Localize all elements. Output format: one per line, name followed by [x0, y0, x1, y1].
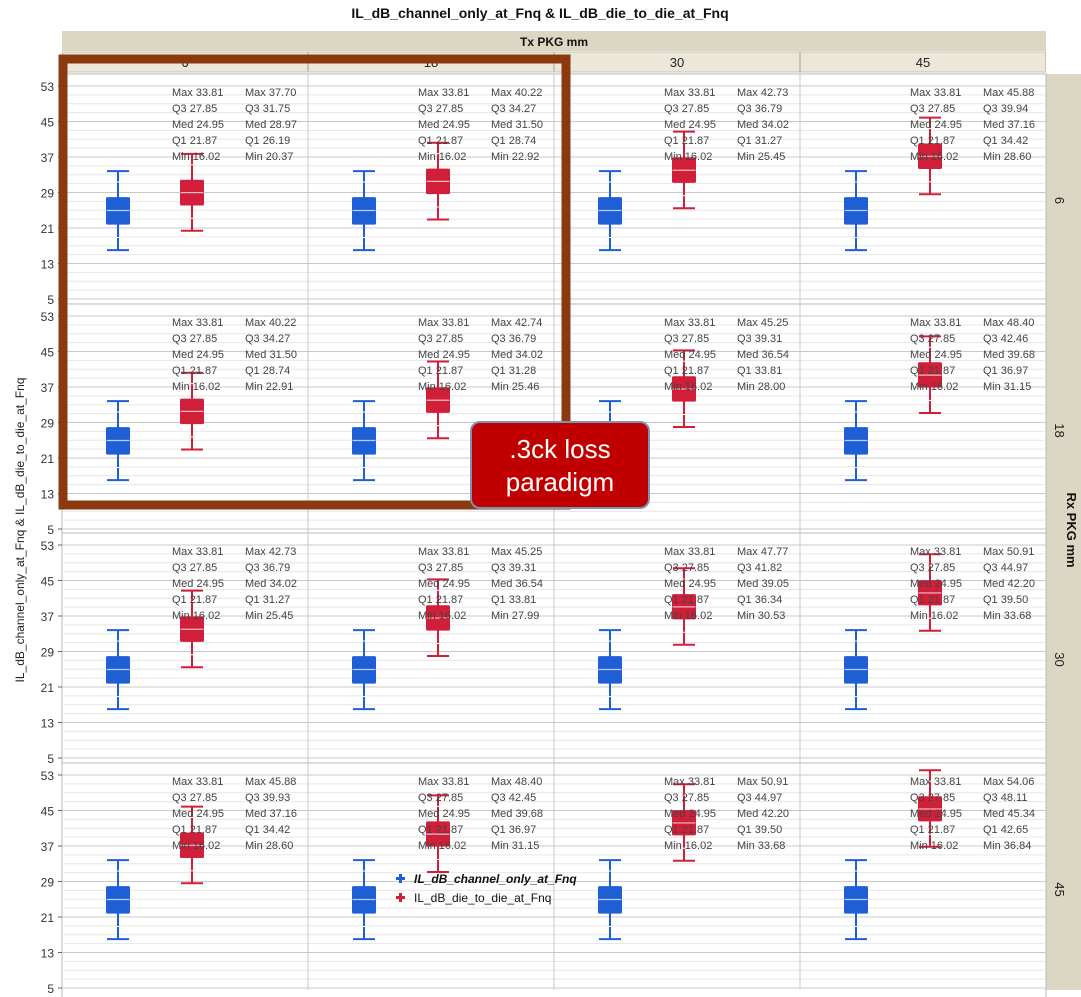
channel-stat-label: Max 33.81: [910, 317, 962, 329]
channel-stat-label: Med 24.95: [418, 119, 470, 131]
die-stat-label: Min 28.00: [737, 381, 786, 393]
channel-stat-label: Q3 27.85: [418, 333, 464, 345]
die-stat-label: Q1 39.50: [983, 594, 1029, 606]
channel-stat-label: Med 24.95: [910, 808, 962, 820]
die-stat-label: Min 36.84: [983, 840, 1032, 852]
channel-stat-label: Min 16.02: [418, 151, 467, 163]
y-tick-label: 45: [40, 345, 54, 360]
channel-stat-label: Max 33.81: [172, 546, 224, 558]
channel-stat-label: Min 16.02: [418, 610, 467, 622]
y-tick-label: 13: [40, 716, 54, 731]
die-stat-label: Max 47.77: [737, 546, 789, 558]
row-header-label: Rx PKG mm: [1064, 492, 1079, 568]
die-stat-label: Max 40.22: [245, 317, 297, 329]
die-stat-label: Q1 31.28: [491, 365, 537, 377]
die-stat-label: Min 25.45: [245, 610, 294, 622]
y-tick-label: 29: [40, 875, 54, 890]
tx-pkg-label: 18: [423, 55, 439, 70]
die-stat-label: Med 39.68: [491, 808, 543, 820]
channel-stat-label: Q3 27.85: [172, 333, 218, 345]
channel-stat-label: Q3 27.85: [418, 562, 464, 574]
y-tick-label: 53: [40, 769, 54, 783]
die-stat-label: Q3 44.97: [983, 562, 1029, 574]
channel-stat-label: Max 33.81: [910, 87, 962, 99]
channel-stat-label: Min 16.02: [172, 840, 221, 852]
y-tick-label: 45: [40, 804, 54, 819]
channel-stat-label: Min 16.02: [664, 381, 713, 393]
die-stat-label: Med 42.20: [983, 578, 1035, 590]
die-stat-label: Q1 26.19: [245, 135, 291, 147]
die-stat-label: Q3 48.11: [983, 792, 1028, 804]
channel-stat-label: Max 33.81: [418, 317, 470, 329]
channel-stat-label: Q1 21.87: [418, 135, 464, 147]
channel-stat-label: Q3 27.85: [664, 333, 710, 345]
channel-stat-label: Max 33.81: [172, 776, 224, 788]
y-tick-label: 5: [47, 982, 54, 996]
die-stat-label: Q3 41.82: [737, 562, 783, 574]
y-tick-label: 45: [40, 574, 54, 589]
channel-stat-label: Q1 21.87: [910, 824, 956, 836]
y-tick-label: 37: [40, 840, 54, 854]
die-stat-label: Q3 34.27: [491, 103, 537, 115]
channel-stat-label: Med 24.95: [172, 578, 224, 590]
die-stat-label: Min 33.68: [737, 840, 786, 852]
die-stat-label: Q3 36.79: [737, 103, 783, 115]
die-stat-label: Med 34.02: [245, 578, 297, 590]
die-stat-label: Max 40.22: [491, 87, 543, 99]
channel-stat-label: Q1 21.87: [172, 135, 218, 147]
channel-stat-label: Med 24.95: [664, 808, 716, 820]
die-stat-label: Max 45.88: [983, 87, 1035, 99]
die-stat-label: Q1 36.97: [491, 824, 537, 836]
y-axis-title: IL_dB_channel_only_at_Fnq & IL_dB_die_to_die_at_Fnq: [13, 377, 27, 683]
die-stat-label: Q1 42.65: [983, 824, 1029, 836]
channel-stat-label: Q1 21.87: [418, 594, 464, 606]
channel-stat-label: Min 16.02: [910, 151, 959, 163]
die-stat-label: Max 50.91: [983, 546, 1035, 558]
rx-pkg-label: 18: [1052, 423, 1067, 438]
channel-stat-label: Max 33.81: [172, 87, 224, 99]
channel-stat-label: Med 24.95: [172, 808, 224, 820]
channel-stat-label: Q1 21.87: [172, 365, 218, 377]
die-stat-label: Q1 33.81: [737, 365, 783, 377]
die-stat-label: Q3 39.31: [737, 333, 783, 345]
channel-stat-label: Med 24.95: [664, 578, 716, 590]
channel-stat-label: Q1 21.87: [664, 594, 710, 606]
die-stat-label: Med 34.02: [737, 119, 789, 131]
channel-stat-label: Min 16.02: [418, 840, 467, 852]
y-tick-label: 37: [40, 151, 54, 165]
y-tick-label: 5: [47, 293, 54, 307]
channel-stat-label: Med 24.95: [664, 349, 716, 361]
chart-title: IL_dB_channel_only_at_Fnq & IL_dB_die_to_die_at_Fnq: [351, 5, 729, 21]
die-stat-label: Q1 39.50: [737, 824, 783, 836]
channel-stat-label: Q3 27.85: [910, 562, 956, 574]
channel-stat-label: Max 33.81: [418, 87, 470, 99]
die-stat-label: Q1 36.34: [737, 594, 783, 606]
die-stat-label: Q1 31.27: [245, 594, 291, 606]
die-stat-label: Min 28.60: [983, 151, 1032, 163]
channel-stat-label: Q3 27.85: [910, 333, 956, 345]
channel-stat-label: Q3 27.85: [418, 792, 464, 804]
y-tick-label: 5: [47, 752, 54, 766]
die-stat-label: Med 39.05: [737, 578, 789, 590]
y-tick-label: 37: [40, 610, 54, 624]
channel-stat-label: Q3 27.85: [172, 103, 218, 115]
channel-stat-label: Q1 21.87: [172, 824, 218, 836]
callout-line-1: .3ck loss: [509, 434, 611, 464]
legend-label-die: IL_dB_die_to_die_at_Fnq: [414, 891, 552, 905]
channel-stat-label: Q1 21.87: [418, 824, 464, 836]
die-stat-label: Med 36.54: [491, 578, 543, 590]
y-tick-label: 21: [40, 911, 54, 925]
channel-stat-label: Med 24.95: [910, 349, 962, 361]
channel-stat-label: Min 16.02: [910, 840, 959, 852]
loss-paradigm-callout: [470, 421, 650, 509]
die-stat-label: Q3 36.79: [491, 333, 537, 345]
y-tick-label: 37: [40, 381, 54, 395]
die-stat-label: Min 22.91: [245, 381, 294, 393]
column-header-label: Tx PKG mm: [519, 35, 589, 49]
die-stat-label: Max 45.25: [737, 317, 789, 329]
channel-stat-label: Q3 27.85: [172, 792, 218, 804]
channel-stat-label: Q1 21.87: [910, 365, 956, 377]
channel-stat-label: Q1 21.87: [418, 365, 464, 377]
die-stat-label: Q3 39.31: [491, 562, 537, 574]
die-stat-label: Med 37.16: [245, 808, 297, 820]
die-stat-label: Q3 31.75: [245, 103, 291, 115]
die-stat-label: Min 30.53: [737, 610, 786, 622]
y-tick-label: 29: [40, 186, 54, 201]
channel-stat-label: Q3 27.85: [664, 103, 710, 115]
tx-pkg-label: 45: [915, 55, 931, 70]
channel-stat-label: Max 33.81: [910, 546, 962, 558]
channel-stat-label: Med 24.95: [910, 119, 962, 131]
channel-stat-label: Med 24.95: [664, 119, 716, 131]
die-stat-label: Q1 28.74: [245, 365, 291, 377]
die-stat-label: Med 39.68: [983, 349, 1035, 361]
die-stat-label: Max 48.40: [491, 776, 543, 788]
channel-stat-label: Min 16.02: [172, 381, 221, 393]
die-stat-label: Q1 36.97: [983, 365, 1029, 377]
die-stat-label: Min 31.15: [983, 381, 1032, 393]
die-stat-label: Max 42.73: [737, 87, 789, 99]
die-stat-label: Min 31.15: [491, 840, 540, 852]
die-stat-label: Max 42.74: [491, 317, 543, 329]
die-stat-label: Min 22.92: [491, 151, 540, 163]
channel-stat-label: Q3 27.85: [172, 562, 218, 574]
die-stat-label: Max 54.06: [983, 776, 1035, 788]
die-stat-label: Q3 39.93: [245, 792, 291, 804]
channel-stat-label: Min 16.02: [664, 840, 713, 852]
die-stat-label: Med 31.50: [491, 119, 543, 131]
die-stat-label: Min 25.46: [491, 381, 540, 393]
y-tick-label: 29: [40, 416, 54, 431]
die-stat-label: Max 45.25: [491, 546, 543, 558]
die-stat-label: Max 37.70: [245, 87, 297, 99]
tx-pkg-label: 6: [181, 55, 189, 70]
die-stat-label: Min 28.60: [245, 840, 294, 852]
channel-stat-label: Min 16.02: [664, 151, 713, 163]
channel-stat-label: Max 33.81: [664, 546, 716, 558]
y-tick-label: 53: [40, 310, 54, 324]
die-stat-label: Max 50.91: [737, 776, 789, 788]
channel-stat-label: Q3 27.85: [418, 103, 464, 115]
die-stat-label: Min 27.99: [491, 610, 540, 622]
channel-stat-label: Q1 21.87: [910, 594, 956, 606]
channel-stat-label: Q3 27.85: [910, 103, 956, 115]
tx-pkg-label: 30: [669, 55, 685, 70]
die-stat-label: Q1 28.74: [491, 135, 537, 147]
y-tick-label: 29: [40, 645, 54, 660]
die-stat-label: Q3 42.46: [983, 333, 1029, 345]
rx-pkg-label: 6: [1052, 196, 1067, 205]
y-tick-label: 53: [40, 539, 54, 553]
channel-stat-label: Max 33.81: [418, 776, 470, 788]
y-tick-label: 13: [40, 257, 54, 272]
y-tick-label: 45: [40, 115, 54, 130]
die-stat-label: Q3 34.27: [245, 333, 291, 345]
rx-pkg-label: 45: [1052, 882, 1067, 897]
die-stat-label: Med 28.97: [245, 119, 297, 131]
die-stat-label: Q3 42.45: [491, 792, 537, 804]
channel-stat-label: Min 16.02: [910, 381, 959, 393]
channel-stat-label: Q1 21.87: [910, 135, 956, 147]
die-stat-label: Q3 39.94: [983, 103, 1029, 115]
channel-stat-label: Max 33.81: [172, 317, 224, 329]
die-stat-label: Med 36.54: [737, 349, 789, 361]
channel-stat-label: Max 33.81: [664, 87, 716, 99]
channel-stat-label: Min 16.02: [910, 610, 959, 622]
channel-stat-label: Q3 27.85: [910, 792, 956, 804]
channel-stat-label: Max 33.81: [418, 546, 470, 558]
rx-pkg-label: 30: [1052, 652, 1067, 667]
y-tick-label: 13: [40, 487, 54, 502]
y-tick-label: 13: [40, 946, 54, 961]
channel-stat-label: Min 16.02: [172, 151, 221, 163]
die-stat-label: Max 45.88: [245, 776, 297, 788]
channel-stat-label: Q1 21.87: [664, 365, 710, 377]
y-tick-label: 5: [47, 523, 54, 537]
callout-line-2: paradigm: [505, 467, 615, 497]
y-tick-label: 21: [40, 222, 54, 236]
die-stat-label: Med 42.20: [737, 808, 789, 820]
channel-stat-label: Q1 21.87: [664, 135, 710, 147]
legend-swatch-die: [399, 893, 402, 902]
channel-stat-label: Max 33.81: [910, 776, 962, 788]
legend-swatch-channel: [399, 874, 402, 883]
die-stat-label: Med 31.50: [245, 349, 297, 361]
channel-stat-label: Med 24.95: [172, 349, 224, 361]
legend-label-channel: IL_dB_channel_only_at_Fnq: [414, 872, 577, 886]
channel-stat-label: Med 24.95: [418, 349, 470, 361]
channel-stat-label: Q1 21.87: [664, 824, 710, 836]
die-stat-label: Min 33.68: [983, 610, 1032, 622]
channel-stat-label: Med 24.95: [172, 119, 224, 131]
channel-stat-label: Max 33.81: [664, 776, 716, 788]
y-tick-label: 53: [40, 80, 54, 94]
channel-stat-label: Q1 21.87: [172, 594, 218, 606]
die-stat-label: Min 25.45: [737, 151, 786, 163]
y-tick-label: 21: [40, 681, 54, 695]
die-stat-label: Min 20.37: [245, 151, 294, 163]
die-stat-label: Med 34.02: [491, 349, 543, 361]
channel-stat-label: Max 33.81: [664, 317, 716, 329]
channel-stat-label: Med 24.95: [418, 578, 470, 590]
die-stat-label: Med 37.16: [983, 119, 1035, 131]
die-stat-label: Q1 34.42: [983, 135, 1029, 147]
die-stat-label: Max 48.40: [983, 317, 1035, 329]
channel-stat-label: Q3 27.85: [664, 792, 710, 804]
channel-stat-label: Min 16.02: [418, 381, 467, 393]
y-tick-label: 21: [40, 452, 54, 466]
channel-stat-label: Med 24.95: [418, 808, 470, 820]
channel-stat-label: Min 16.02: [172, 610, 221, 622]
die-stat-label: Q1 31.27: [737, 135, 783, 147]
channel-stat-label: Med 24.95: [910, 578, 962, 590]
die-stat-label: Max 42.73: [245, 546, 297, 558]
die-stat-label: Q3 36.79: [245, 562, 291, 574]
die-stat-label: Med 45.34: [983, 808, 1035, 820]
die-stat-label: Q1 33.81: [491, 594, 537, 606]
channel-stat-label: Q3 27.85: [664, 562, 710, 574]
die-stat-label: Q3 44.97: [737, 792, 783, 804]
die-stat-label: Q1 34.42: [245, 824, 291, 836]
channel-stat-label: Min 16.02: [664, 610, 713, 622]
